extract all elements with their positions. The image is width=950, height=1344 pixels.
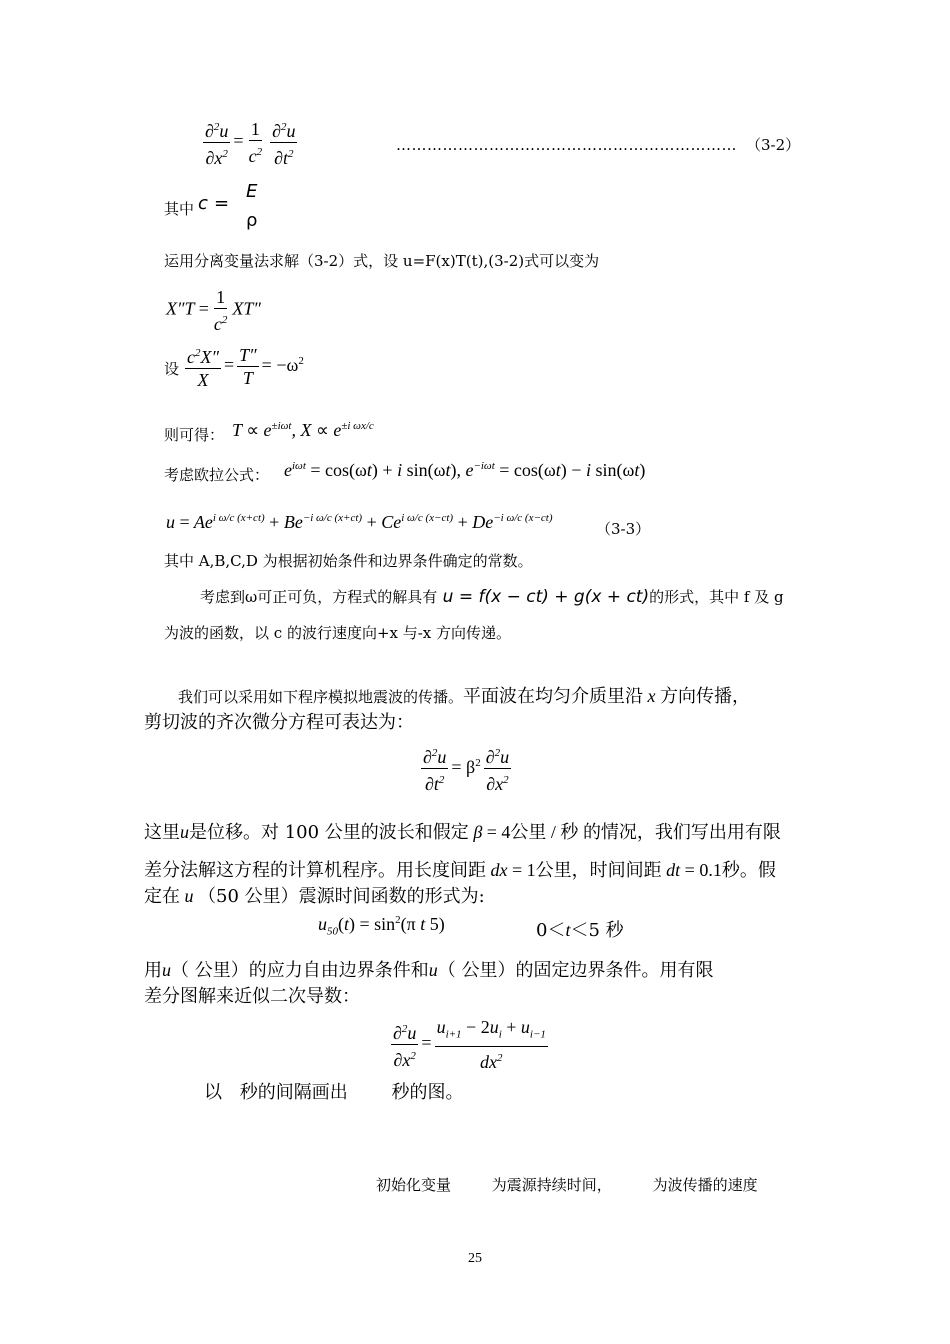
finite-a: 差分法解这方程的计算机程序。用长度间距 (144, 860, 486, 881)
boundary-c: （ 公里）的固定边界条件。用有限 (437, 960, 714, 981)
shear-wave-equation: $\frac{\partial^2u}{\partial t^2}$ = $\beta^2$ $\frac{\partial^2u}{\partial x^2}$ (418, 742, 514, 795)
omega-form: 的形式，其中 f 及 g (649, 588, 784, 606)
here-u-c: 的情况，我们写出用有限 (582, 822, 781, 843)
here-u-b: 是位移。对 100 公里的波长和假定 (189, 822, 469, 843)
plot-b: 秒的间隔画出 (239, 1082, 348, 1103)
here-u-line: 这里u是位移。对 100 公里的波长和假定 β = 4公里 / 秒 的情况，我们写出用有限 (144, 822, 781, 843)
boundary-a: 用 (144, 960, 162, 981)
proportional-solutions: $T \propto e^{\pm i\omega t}$, $X \propto e^{\pm i \omega x/c}$ (232, 420, 374, 440)
euler-formula: $e^{i\omega t} = \cos(\omega t) + i$ sin(ωt), $e^{-i\omega t} = \cos(\omega t) - i$ sin(ωt) (284, 460, 646, 480)
source-line: 定在 u （50 公里）震源时间函数的形式为: (144, 886, 485, 907)
init-variables-line (376, 1174, 758, 1195)
range-b: ＜5 秒 (570, 920, 624, 941)
let-label: 设 (164, 360, 180, 378)
then-get-label: 则可得： (164, 426, 225, 444)
euler-label: 考虑欧拉公式： (164, 466, 270, 484)
boundary-line: 用u（ 公里）的应力自由边界条件和u（ 公里）的固定边界条件。用有限 (144, 960, 714, 981)
program-text-c: 方向传播， (660, 686, 751, 707)
separated-equation: X″T = $\frac{1}{c^2}$ XT″ (166, 287, 261, 334)
source-function: $u_{50}(t) = \sin^2(\pi$ t 5) (318, 914, 445, 938)
finite-b: ，时间间距 (571, 860, 662, 881)
source-range: 0＜t＜5 秒 (536, 920, 624, 941)
omega-post: 可正可负，方程式的解具有 (257, 588, 438, 606)
range-a: 0＜ (536, 920, 566, 941)
second-derivative-approx: $\frac{\partial^2u}{\partial x^2}$ = $\frac{u_{i+1} - 2u_i + u_{i-1}}{dx^2}$ (393, 1017, 546, 1072)
boundary-b: （ 公里）的应力自由边界条件和 (171, 960, 429, 981)
plot-a: 以 (204, 1082, 222, 1103)
plot-c: 秒的图。 (391, 1082, 464, 1103)
finite-diff-line: 差分法解这方程的计算机程序。用长度间距 dx = 1公里，时间间距 dt = 0.1秒。假 (144, 860, 776, 881)
program-line-2: 剪切波的齐次微分方程可表达为： (144, 712, 414, 733)
where-c-label: 其中 (164, 200, 195, 218)
separation-text: 运用分离变量法求解（3-2）式，设 u=F(x)T(t),(3-2)式可以变为 (164, 252, 600, 270)
equation-3-3: $u = Ae^{i \omega/c (x+ct)} + Be^{-i \omega/c (x+ct)} + Ce^{i \omega/c (x-ct)} + De^{-i \omega/c (x-ct)}$ (166, 512, 553, 532)
program-text-b: 平面波在均匀介质里沿 (463, 686, 644, 707)
here-u-a: 这里 (144, 822, 180, 843)
omega-sign-line: 考虑到ω可正可负，方程式的解具有 u = f(x − ct) + g(x + ct)的形式，其中 f 及 g (200, 587, 784, 607)
equation-3-3-label: （3-3） (596, 520, 651, 538)
program-line-1: 我们可以采用如下程序模拟地震波的传播。平面波在均匀介质里沿 x 方向传播， (178, 686, 751, 707)
page-number: 25 (468, 1251, 482, 1266)
source-b: （50 公里）震源时间函数的形式为: (198, 886, 485, 907)
omega-equation: $\frac{c^2X''}{X}$ = $\frac{T''}{T}$ = $-\omega^2$ (182, 342, 304, 391)
dalembert-solution: u = f(x − ct) + g(x + ct) (437, 587, 650, 607)
plot-interval-line (204, 1078, 463, 1104)
program-text-a: 我们可以采用如下程序模拟地震波的传播。 (178, 688, 464, 706)
init-c: 为波传播的速度 (652, 1176, 758, 1194)
constants-text: 其中 A,B,C,D 为根据初始条件和边界条件确定的常数。 (164, 552, 533, 570)
omega-pre: 考虑到 (200, 588, 246, 606)
init-a: 初始化变量 (376, 1176, 452, 1194)
init-b: 为震源持续时间， (491, 1176, 612, 1194)
boundary-line-2: 差分图解来近似二次导数： (144, 986, 360, 1007)
equation-3-2-label: （3-2） (746, 136, 801, 154)
source-a: 定在 (144, 886, 180, 907)
equation-3-2-leader: ………………………………………………………… (396, 136, 737, 154)
finite-c: 。假 (739, 860, 776, 881)
equation-3-2: $\frac{\partial^2u}{\partial x^2}$ = $\frac{1}{c^2}$ $\frac{\partial^2u}{\partial t^2}$ (200, 116, 300, 169)
wave-function-text: 为波的函数，以 c 的波行速度向+x 与-x 方向传递。 (164, 624, 512, 642)
